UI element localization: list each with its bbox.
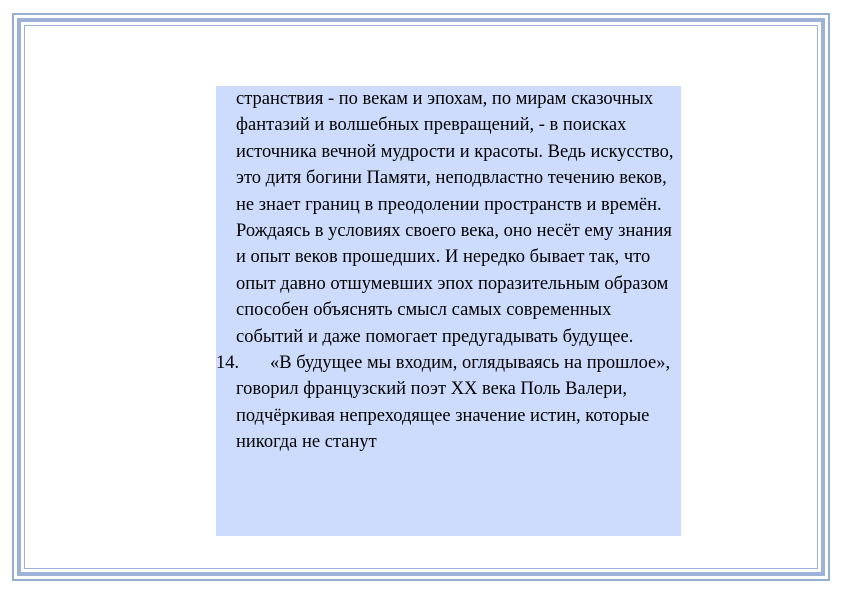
paragraph-number: 14. [216, 353, 240, 374]
paragraph-continued [216, 86, 681, 350]
paragraph-text: странствия - по векам и эпохам, по мирам сказочных фантазий и волшебных превращений, - в поисках источника вечной мудрости и красоты. Ведь искусство, это дитя богини Памяти, неподвластно течению веков, не знает границ в преодолении пространств и времён. Рождаясь в условиях своего века, оно несёт ему знания и опыт веков прошедших. И нередко бывает так, что опыт давно отшумевших эпох поразительным образом способен объяснять смысл самых современных событий и даже помогает предугадывать будущее. [236, 89, 674, 347]
paragraph-numbered [216, 350, 681, 456]
text-box [216, 86, 681, 536]
paragraph-text: «В будущее мы входим, оглядываясь на прошлое», говорил французский поэт XX века Поль Валери, подчёркивая непреходящее значение истин, которые никогда не станут [236, 353, 671, 453]
